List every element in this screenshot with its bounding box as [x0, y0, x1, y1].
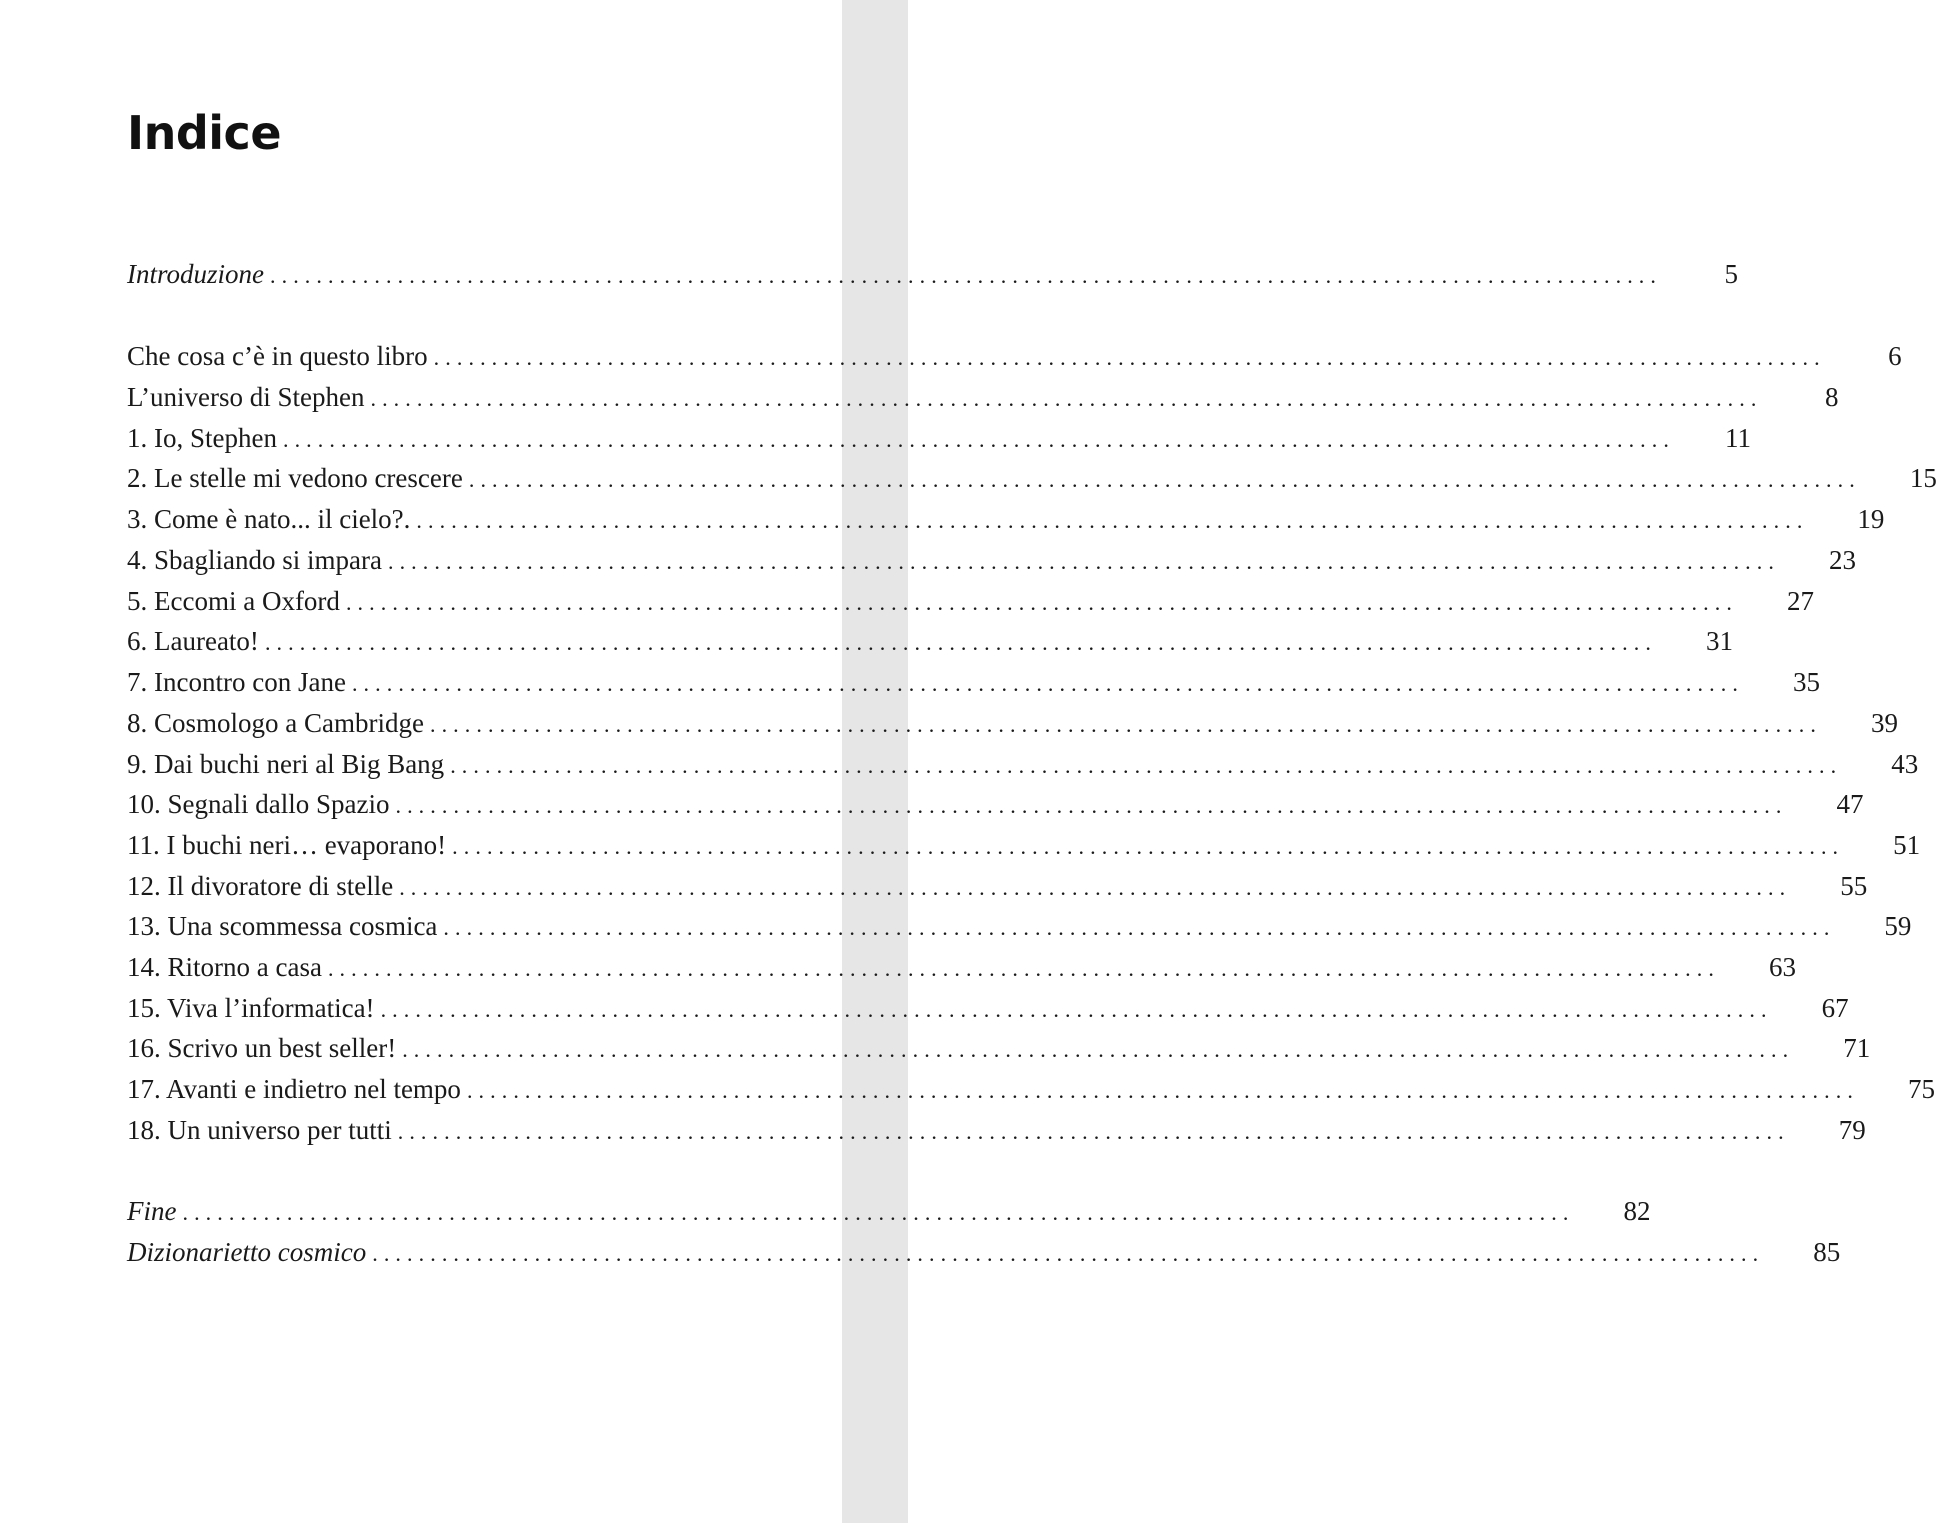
toc-entry-page-number: 6	[1888, 341, 1902, 371]
toc-entry-page-number: 75	[1907, 1074, 1935, 1104]
toc-entry	[127, 1110, 1866, 1150]
toc-entry-page-number: 82	[1623, 1196, 1651, 1226]
toc-entry-title: 2. Le stelle mi vedono crescere	[127, 463, 463, 493]
dot-leader: ........................................................................................................................	[397, 1119, 1790, 1144]
dot-leader: ........................................................................................................................	[380, 997, 1773, 1022]
dot-leader: ........................................................................................................................	[395, 793, 1788, 818]
dot-leader: ........................................................................................................................	[443, 915, 1836, 940]
toc-entry-page-number: 51	[1893, 830, 1921, 860]
toc-entry-page-number: 79	[1838, 1115, 1866, 1145]
toc-entry	[127, 825, 1921, 865]
toc-entry-title: 17. Avanti e indietro nel tempo	[127, 1074, 461, 1104]
dot-leader: ........................................................................................................................	[429, 712, 1822, 737]
toc-entry	[127, 458, 1937, 498]
toc-entry-page-number: 43	[1891, 749, 1919, 779]
dot-leader: ........................................................................................................................	[264, 630, 1657, 655]
toc-entry-page-number: 5	[1724, 259, 1738, 289]
toc-entry	[127, 499, 1885, 539]
toc-entry	[127, 703, 1898, 743]
toc-entry	[127, 1069, 1935, 1109]
toc-entry-title: 6. Laureato!	[127, 626, 259, 656]
dot-leader: ........................................................................................................................	[327, 956, 1720, 981]
toc-entry	[127, 254, 1738, 294]
page-title: Indice	[127, 106, 282, 160]
dot-leader: ........................................................................................................................	[452, 834, 1845, 859]
toc-entry	[127, 866, 1868, 906]
toc-entry	[127, 662, 1820, 702]
toc-entry-title: Introduzione	[127, 259, 264, 289]
toc-entry-page-number: 59	[1884, 911, 1912, 941]
toc-entry-page-number: 39	[1870, 708, 1898, 738]
dot-leader: ........................................................................................................................	[433, 345, 1826, 370]
toc-entry-title: 18. Un universo per tutti	[127, 1115, 392, 1145]
toc-entry-title: 11. I buchi neri… evaporano!	[127, 830, 447, 860]
toc-entry	[127, 336, 1902, 376]
toc-entry	[127, 1232, 1841, 1272]
toc-entry-page-number: 67	[1821, 993, 1849, 1023]
dot-leader: ........................................................................................................................	[345, 590, 1738, 615]
dot-leader: ........................................................................................................................	[402, 1037, 1795, 1062]
toc-entry-title: 15. Viva l’informatica!	[127, 993, 375, 1023]
toc-entry	[127, 377, 1839, 417]
dot-leader: ........................................................................................................................	[468, 467, 1861, 492]
dot-leader: ........................................................................................................................	[351, 671, 1744, 696]
dot-leader: ........................................................................................................................	[416, 508, 1809, 533]
toc-entry-title: 5. Eccomi a Oxford	[127, 586, 340, 616]
toc-entry	[127, 1191, 1651, 1231]
toc-entry-title: L’universo di Stephen	[127, 382, 365, 412]
toc-entry-title: 7. Incontro con Jane	[127, 667, 346, 697]
dot-leader: ........................................................................................................................	[282, 427, 1675, 452]
toc-entry-title: 8. Cosmologo a Cambridge	[127, 708, 424, 738]
toc-entry	[127, 621, 1733, 661]
dot-leader: ........................................................................................................................	[399, 875, 1792, 900]
dot-leader: ........................................................................................................................	[466, 1078, 1859, 1103]
toc-entry	[127, 947, 1796, 987]
toc-entry-page-number: 85	[1813, 1237, 1841, 1267]
dot-leader: ........................................................................................................................	[270, 263, 1662, 288]
toc-entry	[127, 744, 1919, 784]
toc-entry-page-number: 15	[1909, 463, 1937, 493]
toc-entry-page-number: 63	[1768, 952, 1796, 982]
toc-entry	[127, 784, 1864, 824]
toc-entry-page-number: 11	[1724, 423, 1751, 453]
toc-entry-page-number: 8	[1824, 382, 1839, 412]
dot-leader: ........................................................................................................................	[450, 753, 1843, 778]
toc-entry-page-number: 31	[1705, 626, 1733, 656]
toc-entry-title: 13. Una scommessa cosmica	[127, 911, 438, 941]
dot-leader: ........................................................................................................................	[387, 549, 1780, 574]
toc-entry-title: 14. Ritorno a casa	[127, 952, 322, 982]
toc-entry-title: Dizionarietto cosmico	[127, 1237, 367, 1267]
toc-entry-title: 4. Sbagliando si impara	[127, 545, 382, 575]
toc-entry-page-number: 19	[1857, 504, 1885, 534]
toc-entry-title: 3. Come è nato... il cielo?.	[127, 504, 411, 534]
toc-entry-title: Fine	[127, 1196, 177, 1226]
toc-entry	[127, 540, 1856, 580]
toc-entry-page-number: 35	[1792, 667, 1820, 697]
toc-entry-page-number: 23	[1828, 545, 1856, 575]
toc-entry	[127, 1028, 1871, 1068]
toc-entry-title: Che cosa c’è in questo libro	[127, 341, 428, 371]
toc-entry	[127, 988, 1849, 1028]
toc-entry-page-number: 47	[1836, 789, 1864, 819]
toc-entry-title: 9. Dai buchi neri al Big Bang	[127, 749, 445, 779]
toc-entry-title: 12. Il divoratore di stelle	[127, 871, 394, 901]
toc-entry-title: 1. Io, Stephen	[127, 423, 277, 453]
dot-leader: ........................................................................................................................	[372, 1241, 1765, 1266]
toc-entry-title: 10. Segnali dallo Spazio	[127, 789, 390, 819]
toc-entry	[127, 418, 1751, 458]
toc-entry-page-number: 55	[1840, 871, 1868, 901]
dot-leader: ........................................................................................................................	[370, 386, 1763, 411]
dot-leader: ........................................................................................................................	[182, 1200, 1575, 1225]
toc-entry	[127, 581, 1814, 621]
toc-entry-page-number: 27	[1786, 586, 1814, 616]
toc-entry	[127, 906, 1912, 946]
toc-entry-page-number: 71	[1843, 1033, 1871, 1063]
toc-entry-title: 16. Scrivo un best seller!	[127, 1033, 397, 1063]
